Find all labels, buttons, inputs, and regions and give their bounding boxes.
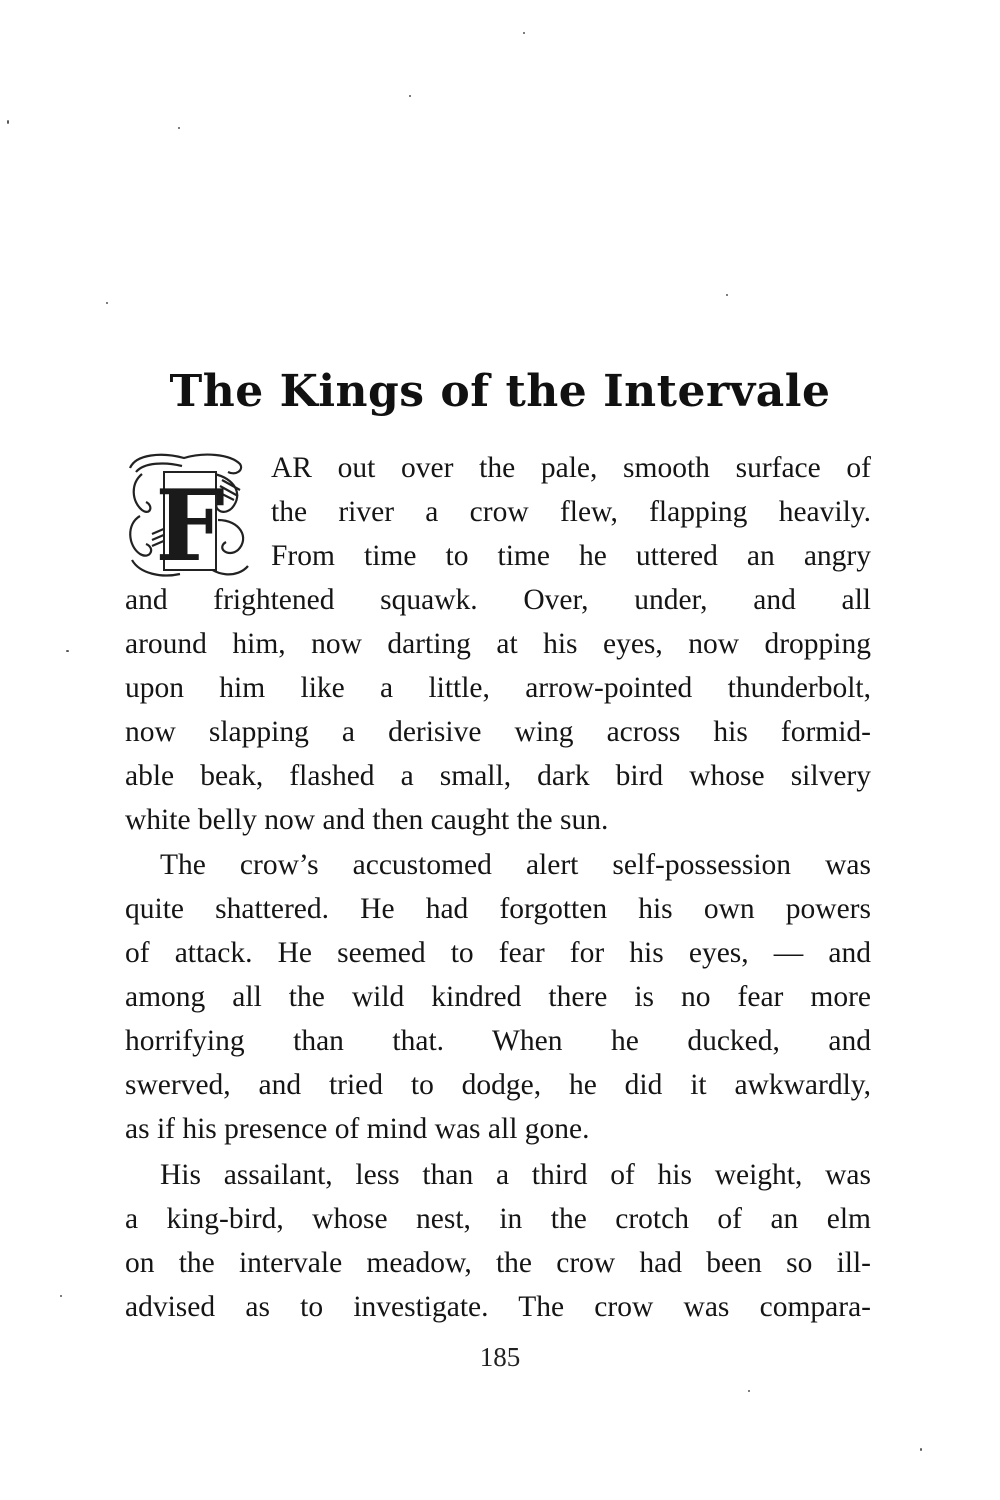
scan-speck [748,1390,750,1392]
text-line: able beak, flashed a small, dark bird whose silvery [125,760,871,792]
text-line: white belly now and then caught the sun. [125,804,609,836]
scan-speck [409,95,411,97]
text-line: among all the wild kindred there is no fear more [125,981,871,1013]
scan-speck [106,302,108,304]
scan-speck [178,127,180,129]
scan-speck [66,650,69,652]
text-line: quite shattered. He had forgotten his own powers [125,893,871,925]
text-line: around him, now darting at his eyes, now dropping [125,628,871,660]
scan-speck [7,120,9,124]
text-line: of attack. He seemed to fear for his eyes, — and [125,937,871,969]
page-number: 185 [479,1342,521,1372]
text-line: swerved, and tried to dodge, he did it awkwardly, [125,1069,871,1101]
text-line: now slapping a derisive wing across his formid- [125,716,871,748]
text-line: His assailant, less than a third of his weight, was [160,1159,871,1191]
drop-cap-ornament-icon [122,450,257,585]
scan-speck [60,1295,62,1297]
text-line: From time to time he uttered an angry [271,540,871,572]
chapter-title: The Kings of the Intervale [169,366,831,417]
text-line: AR out over the pale, smooth surface of [271,452,871,484]
text-line: the river a crow flew, flapping heavily. [271,496,871,528]
scan-speck [523,32,525,34]
text-line: on the intervale meadow, the crow had been so ill- [125,1247,871,1279]
text-line: and frightened squawk. Over, under, and all [125,584,871,616]
scan-speck [726,294,728,296]
ornamental-drop-cap [122,450,257,585]
text-line: as if his presence of mind was all gone. [125,1113,590,1145]
scan-speck [920,1448,922,1451]
text-line: upon him like a little, arrow-pointed thunderbolt, [125,672,871,704]
text-line: The crow’s accustomed alert self-possession was [160,849,871,881]
text-line: horrifying than that. When he ducked, and [125,1025,871,1057]
text-line: advised as to investigate. The crow was compara- [125,1291,871,1323]
drop-cap-letter: F [155,469,225,584]
text-line: a king-bird, whose nest, in the crotch of an elm [125,1203,871,1235]
